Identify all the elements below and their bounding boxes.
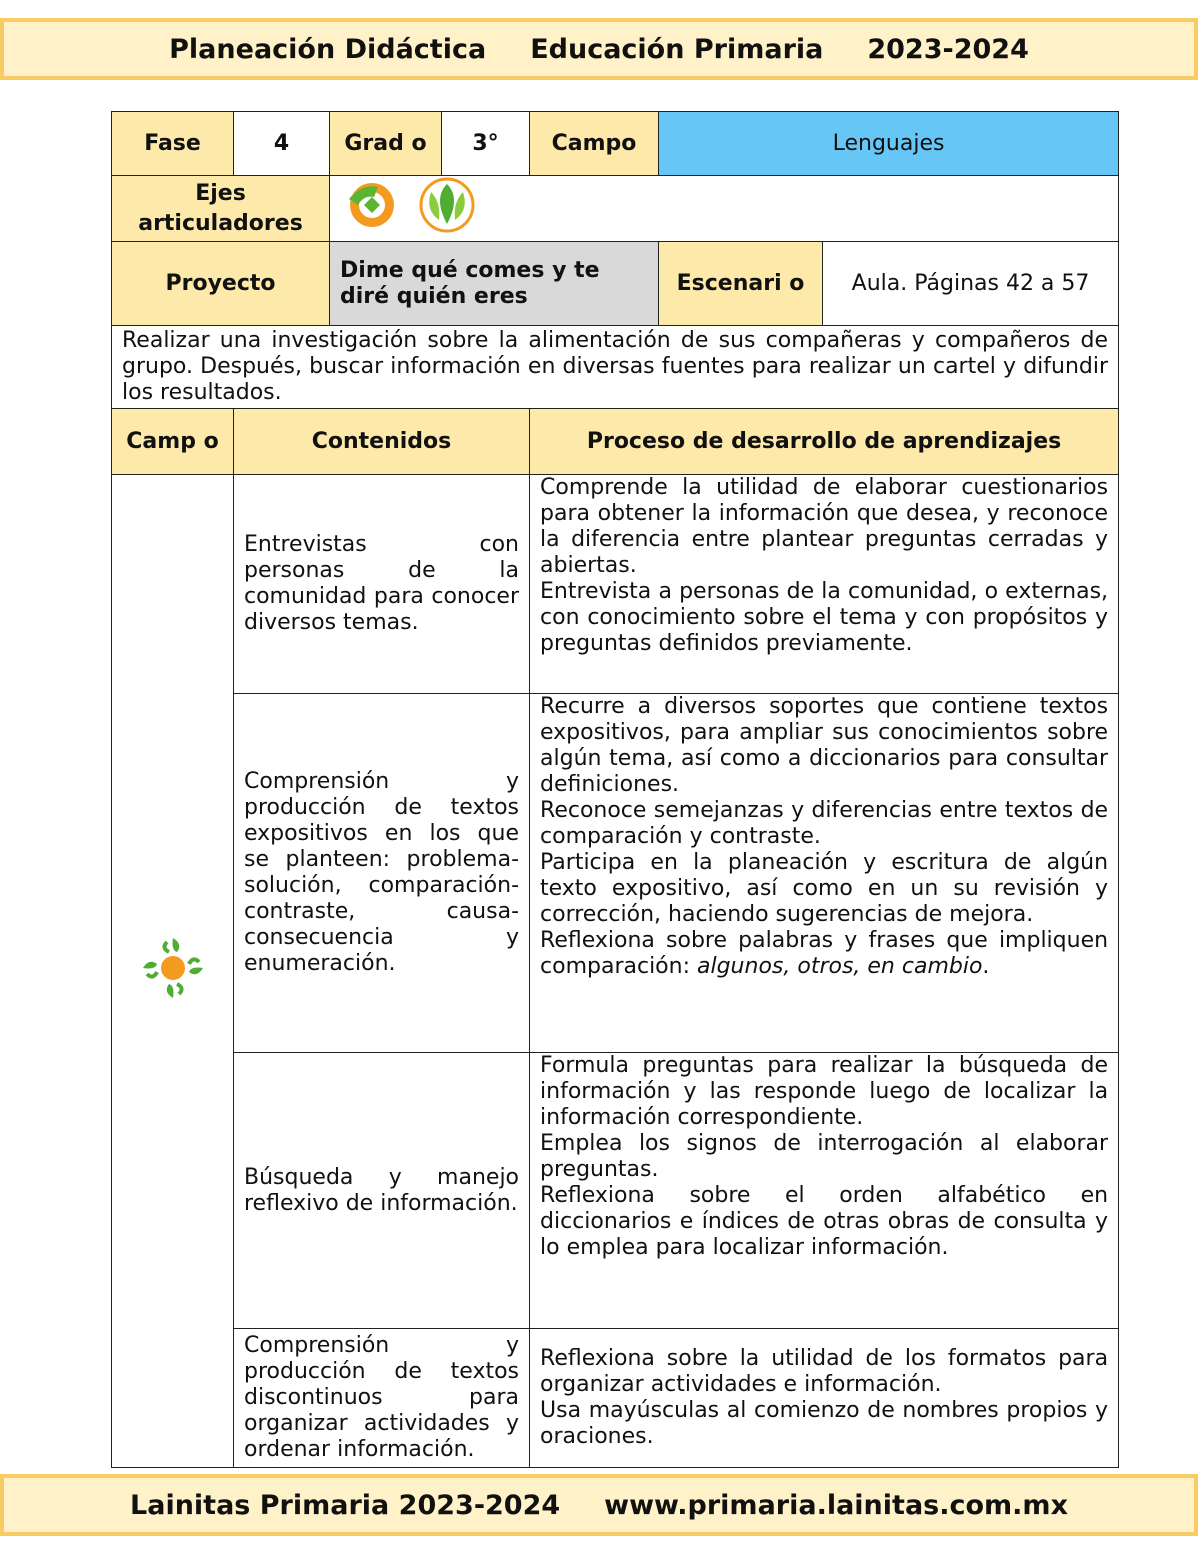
lenguajes-icon xyxy=(133,928,213,1015)
grado-label: Grad o xyxy=(330,112,442,176)
proceso-2-item: Participa en la planeación y escritura de algún texto expositivo, así como en un su revisión y corrección, haciendo sugerencias de mejora. xyxy=(540,850,1109,927)
proceso-2 xyxy=(530,694,1119,1053)
footer-url: www.primaria.lainitas.com.mx xyxy=(604,1489,1068,1521)
proceso-1 xyxy=(530,475,1119,694)
header-cycle: 2023-2024 xyxy=(867,33,1029,65)
col-contenidos-header: Contenidos xyxy=(234,409,530,475)
footer-brand: Lainitas Primaria 2023-2024 xyxy=(130,1489,561,1521)
content-row xyxy=(112,475,1119,694)
escenario-label: Escenari o xyxy=(659,242,823,326)
header-level: Educación Primaria xyxy=(530,33,824,65)
proceso-2-item-last xyxy=(540,928,1108,980)
contenido-4: Comprensión y producción de textos discontinuos para organizar actividades y ordenar información. xyxy=(234,1329,530,1468)
proceso-1-item: Comprende la utilidad de elaborar cuestionarios para obtener la información que desea, y reconoce la diferencia entre plantear preguntas cerradas y abiertas. xyxy=(540,475,1109,578)
proceso-2-last-italic: algunos, otros, en cambio xyxy=(697,954,983,979)
contenido-3: Búsqueda y manejo reflexivo de información. xyxy=(234,1053,530,1329)
info-row-1 xyxy=(112,112,1119,176)
content-row xyxy=(112,1053,1119,1329)
proceso-3 xyxy=(530,1053,1119,1329)
content-row xyxy=(112,694,1119,1053)
proceso-2-last-text: Reflexiona sobre palabras y frases que impliquen comparación: xyxy=(540,928,1109,979)
inclusion-icon xyxy=(344,177,402,240)
contenido-1: Entrevistas con personas de la comunidad para conocer diversos temas. xyxy=(234,475,530,694)
fase-value: 4 xyxy=(234,112,330,176)
proceso-2-item: Recurre a diversos soportes que contiene textos expositivos, para ampliar sus conocimientos sobre algún tema, así como a diccionarios para consultar definiciones. xyxy=(540,694,1109,797)
campo-label: Campo xyxy=(530,112,659,176)
proyecto-label: Proyecto xyxy=(112,242,330,326)
project-description: Realizar una investigación sobre la alimentación de sus compañeras y compañeros de grupo. Después, buscar información en diversas fuentes para realizar un cartel y difundir los resultados. xyxy=(112,326,1119,409)
proyecto-value: Dime qué comes y te diré quién eres xyxy=(330,242,659,326)
proceso-3-item: Formula preguntas para realizar la búsqueda de información y las responde luego de localizar la información correspondiente. xyxy=(540,1053,1109,1130)
campo-icon-cell xyxy=(112,475,234,1468)
ejes-icons xyxy=(330,176,1119,242)
proceso-3-item: Reflexiona sobre el orden alfabético en diccionarios e índices de otras obras de consulta y lo emplea para localizar información. xyxy=(540,1183,1109,1260)
proceso-2-item: Reconoce semejanzas y diferencias entre textos de comparación y contraste. xyxy=(540,798,1109,849)
proceso-3-item: Emplea los signos de interrogación al elaborar preguntas. xyxy=(540,1131,1109,1182)
interculturalidad-icon xyxy=(417,176,477,241)
header-banner xyxy=(0,18,1198,80)
proceso-4 xyxy=(530,1329,1119,1468)
info-row-2 xyxy=(112,176,1119,242)
description-row xyxy=(112,326,1119,409)
col-campo-header: Camp o xyxy=(112,409,234,475)
fase-label: Fase xyxy=(112,112,234,176)
planning-table xyxy=(111,111,1119,1468)
col-proceso-header: Proceso de desarrollo de aprendizajes xyxy=(530,409,1119,475)
grado-value: 3° xyxy=(442,112,530,176)
proceso-1-item: Entrevista a personas de la comunidad, o externas, con conocimiento sobre el tema y con propósitos y preguntas definidos previamente. xyxy=(540,579,1109,656)
info-row-3 xyxy=(112,242,1119,326)
column-header-row xyxy=(112,409,1119,475)
proceso-2-last-end: . xyxy=(982,954,990,979)
header-title: Planeación Didáctica xyxy=(169,33,487,65)
ejes-label: Ejes articuladores xyxy=(112,176,330,242)
proceso-4-item: Usa mayúsculas al comienzo de nombres propios y oraciones. xyxy=(540,1398,1109,1449)
footer-banner xyxy=(0,1474,1198,1536)
campo-value: Lenguajes xyxy=(659,112,1119,176)
escenario-value: Aula. Páginas 42 a 57 xyxy=(823,242,1119,326)
proceso-4-item: Reflexiona sobre la utilidad de los formatos para organizar actividades e información. xyxy=(540,1346,1109,1397)
content-row xyxy=(112,1329,1119,1468)
contenido-2: Comprensión y producción de textos expositivos en los que se planteen: problema-solución, comparación-contraste, causa-consecuencia y enumeración. xyxy=(234,694,530,1053)
